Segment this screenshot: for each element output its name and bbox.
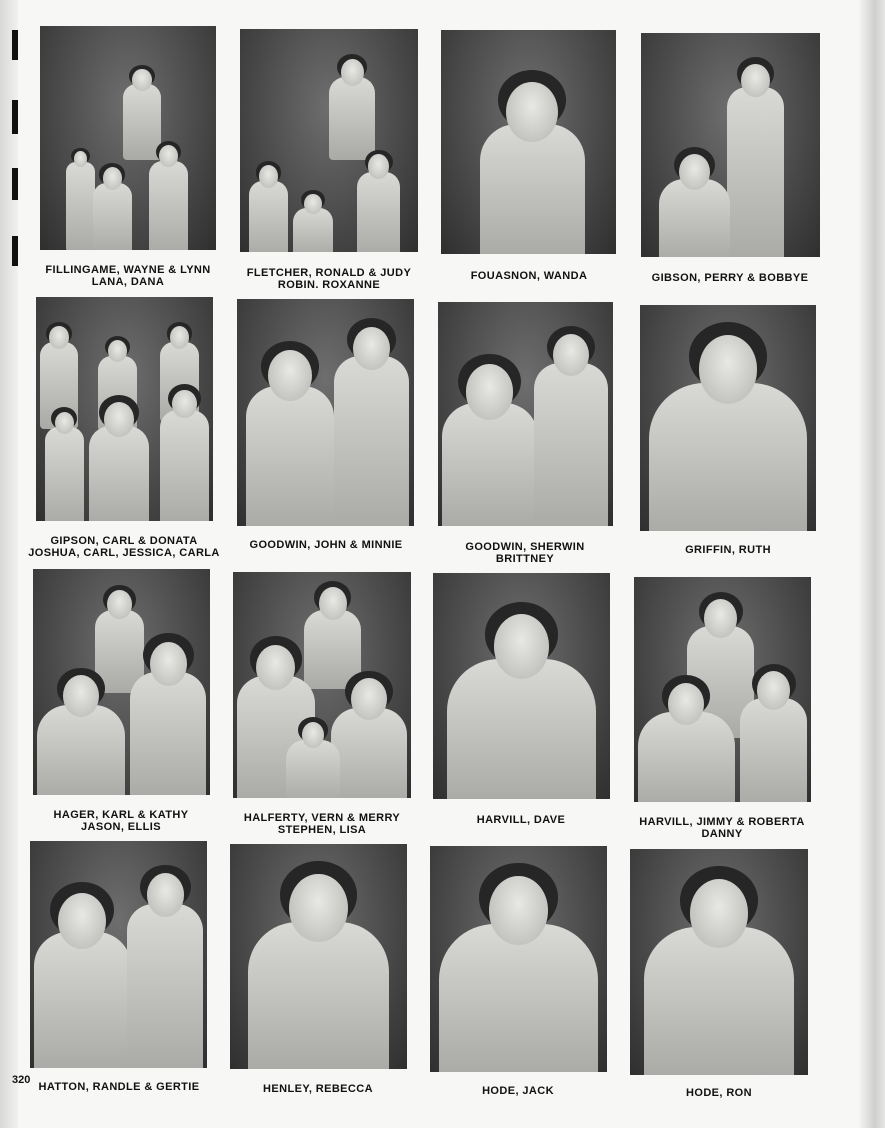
caption-name-line: GIBSON, PERRY & BOBBYE	[651, 272, 809, 284]
caption-children-line: ROBIN. ROXANNE	[277, 279, 381, 291]
person-figure	[248, 922, 390, 1069]
caption-name-line: HODE, JACK	[482, 1085, 554, 1097]
caption-children-line: DANNY	[701, 828, 743, 840]
person-figure	[740, 698, 807, 802]
person-figure	[160, 410, 210, 521]
caption-children-line: LANA, DANA	[91, 276, 165, 288]
portrait-photo	[634, 577, 811, 802]
person-figure	[659, 179, 731, 257]
person-figure	[534, 363, 608, 526]
portrait-caption	[216, 539, 436, 551]
caption-name-line: HATTON, RANDLE & GERTIE	[38, 1081, 200, 1093]
person-face	[150, 642, 188, 686]
portrait-photo	[441, 30, 616, 254]
portrait-caption	[212, 812, 432, 836]
person-face	[341, 59, 364, 86]
caption-name-line: FLETCHER, RONALD & JUDY	[246, 267, 412, 279]
portrait-caption	[415, 541, 635, 565]
person-face	[466, 364, 514, 420]
portrait-caption	[408, 1085, 628, 1097]
portrait-photo	[36, 297, 213, 521]
portrait-photo	[641, 33, 820, 257]
portrait-caption	[14, 535, 234, 559]
person-face	[679, 154, 710, 190]
person-face	[49, 326, 68, 348]
binding-mark	[12, 236, 18, 266]
person-face	[103, 167, 122, 189]
binding-mark	[12, 30, 18, 60]
person-figure	[334, 356, 408, 526]
person-figure	[442, 403, 538, 526]
person-figure	[130, 672, 206, 795]
caption-children-line: BRITTNEY	[495, 553, 555, 565]
caption-name-line: FILLINGAME, WAYNE & LYNN	[45, 264, 211, 276]
caption-name-line: HAGER, KARL & KATHY	[53, 809, 189, 821]
page-binding-edge	[0, 0, 18, 1128]
person-figure	[644, 927, 794, 1075]
portrait-photo	[230, 844, 407, 1069]
person-face	[668, 683, 704, 725]
person-face	[553, 334, 589, 376]
person-figure	[649, 383, 807, 531]
portrait-caption	[11, 809, 231, 833]
caption-name-line: HALFERTY, VERN & MERRY	[243, 812, 401, 824]
portrait-caption	[18, 264, 238, 288]
binding-mark	[12, 100, 18, 134]
person-figure	[66, 162, 94, 250]
portrait-caption	[419, 270, 639, 282]
person-face	[58, 893, 106, 949]
portrait-photo	[640, 305, 816, 531]
person-face	[489, 876, 548, 944]
page-right-edge	[859, 0, 885, 1128]
portrait-photo	[240, 29, 418, 252]
portrait-photo	[40, 26, 216, 250]
portrait-caption	[609, 1087, 829, 1099]
person-figure	[127, 904, 203, 1068]
person-face	[494, 614, 549, 679]
person-figure	[45, 427, 84, 521]
person-figure	[727, 87, 784, 257]
person-face	[289, 874, 347, 942]
caption-children-line: JOSHUA, CARL, JESSICA, CARLA	[28, 547, 220, 559]
caption-children-line: STEPHEN, LISA	[277, 824, 367, 836]
portrait-photo	[630, 849, 808, 1075]
person-face	[104, 402, 134, 437]
caption-children-line: JASON, ELLIS	[81, 821, 161, 833]
portrait-photo	[33, 569, 210, 795]
caption-name-line: GOODWIN, JOHN & MINNIE	[249, 539, 403, 551]
caption-name-line: GIPSON, CARL & DONATA	[50, 535, 198, 547]
person-figure	[329, 77, 375, 160]
person-face	[353, 327, 390, 370]
person-face	[319, 587, 347, 620]
person-figure	[357, 172, 400, 252]
person-figure	[149, 161, 188, 250]
person-face	[170, 326, 189, 348]
caption-name-line: HENLEY, REBECCA	[263, 1083, 373, 1095]
person-face	[741, 64, 769, 97]
caption-name-line: FOUASNON, WANDA	[470, 270, 588, 282]
person-face	[256, 645, 295, 690]
person-figure	[331, 708, 408, 799]
person-face	[107, 590, 132, 619]
portrait-caption	[620, 272, 840, 284]
person-face	[690, 879, 749, 947]
person-face	[259, 165, 278, 188]
caption-name-line: HARVILL, JIMMY & ROBERTA	[639, 816, 805, 828]
portrait-caption	[208, 1083, 428, 1095]
person-figure	[89, 426, 149, 521]
portrait-caption	[618, 544, 838, 556]
person-figure	[293, 208, 332, 252]
person-face	[304, 194, 321, 214]
caption-name-line: GOODWIN, SHERWIN	[465, 541, 585, 553]
binding-mark	[12, 168, 18, 200]
person-figure	[439, 924, 598, 1072]
portrait-caption	[9, 1081, 229, 1093]
person-face	[63, 675, 99, 717]
person-face	[147, 873, 185, 917]
person-figure	[93, 183, 132, 250]
person-face	[268, 350, 312, 401]
portrait-photo	[237, 299, 414, 526]
caption-name-line: HARVILL, DAVE	[476, 814, 566, 826]
portrait-photo	[30, 841, 207, 1068]
person-face	[132, 69, 151, 91]
person-face	[351, 678, 387, 720]
person-face	[55, 412, 74, 434]
portrait-caption	[411, 814, 631, 826]
portrait-caption	[612, 816, 832, 840]
portrait-photo	[430, 846, 607, 1072]
person-figure	[246, 386, 335, 526]
person-figure	[34, 932, 131, 1068]
person-face	[506, 82, 558, 142]
portrait-photo	[233, 572, 411, 798]
portrait-photo	[433, 573, 610, 799]
person-figure	[249, 181, 288, 252]
portrait-caption	[219, 267, 439, 291]
person-figure	[37, 705, 126, 796]
portrait-photo	[438, 302, 613, 526]
caption-name-line: HODE, RON	[686, 1087, 752, 1099]
page-number: 320	[12, 1074, 31, 1086]
person-face	[699, 335, 758, 403]
person-figure	[638, 712, 735, 802]
person-figure	[286, 740, 339, 798]
caption-name-line: GRIFFIN, RUTH	[685, 544, 771, 556]
person-figure	[447, 659, 596, 799]
person-figure	[480, 124, 585, 254]
